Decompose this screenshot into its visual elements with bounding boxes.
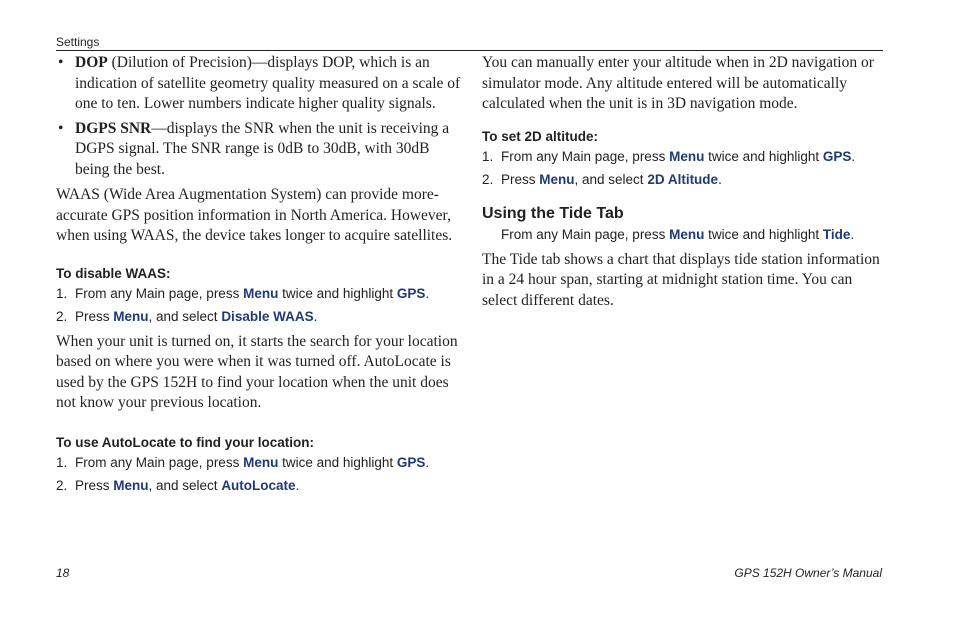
step-text: . (425, 454, 430, 470)
step-number: 1. (56, 285, 68, 301)
disable-waas-steps (56, 282, 466, 328)
waas-paragraph: WAAS (Wide Area Augmentation System) can provide more-accurate GPS position information in North America. However, when using WAAS, the device takes longer to acquire satellites. (56, 186, 453, 244)
right-column (482, 53, 882, 311)
bullet-mark: • (58, 54, 64, 71)
step (56, 474, 466, 497)
step-text: . (313, 308, 318, 324)
bullet-dop (56, 53, 466, 115)
step-text: From any Main page, press (501, 226, 670, 242)
menu-key: Menu (539, 171, 575, 187)
menu-key: Menu (113, 308, 149, 324)
bullet-text: (Dilution of Precision)—displays DOP, which is an indication of satellite geometry quality measured on a scale of one to ten. Lower numbers indicate higher quality signals. (75, 54, 461, 112)
menu-key: Menu (669, 148, 705, 164)
autolocate-heading: To use AutoLocate to find your location: (56, 434, 314, 450)
step (56, 451, 466, 474)
step-number: 1. (482, 148, 494, 164)
set-altitude-heading: To set 2D altitude: (482, 128, 599, 144)
step-text: Press (75, 477, 114, 493)
bullet-term: DOP (75, 54, 108, 71)
step-text: twice and highlight (704, 226, 823, 242)
bullet-text: —displays the SNR when the unit is receiving a DGPS signal. The SNR range is 0dB to 30dB, with 30dB being the best. (75, 119, 450, 178)
autolocate-steps (56, 451, 466, 497)
step-text: From any Main page, press (75, 285, 244, 301)
menu-key: Menu (113, 477, 149, 493)
bullet-mark: • (58, 119, 64, 137)
tide-paragraph: The Tide tab shows a chart that displays tide station information in a 24 hour span, starting at midnight station time. You can select different dates. (482, 250, 880, 309)
step (482, 145, 882, 168)
autolocate-option: AutoLocate (221, 477, 296, 493)
step-text: . (851, 148, 856, 164)
step-text: twice and highlight (278, 454, 397, 470)
left-column (56, 53, 466, 497)
gps-option: GPS (822, 148, 852, 164)
step-text: twice and highlight (278, 285, 397, 301)
step-text: Press (501, 171, 540, 187)
disable-waas-option: Disable WAAS (221, 308, 314, 324)
step-text: From any Main page, press (501, 148, 670, 164)
step-text: twice and highlight (704, 148, 823, 164)
step-text: , and select (148, 477, 222, 493)
step-text: . (425, 285, 430, 301)
step-text: , and select (574, 171, 648, 187)
bullet-term: DGPS SNR (75, 119, 152, 137)
step-number: 2. (482, 171, 494, 187)
menu-key: Menu (243, 454, 279, 470)
disable-waas-heading: To disable WAAS: (56, 265, 171, 281)
step (56, 282, 466, 305)
step-number: 1. (56, 454, 68, 470)
tide-option: Tide (822, 226, 851, 242)
gps-option: GPS (396, 285, 426, 301)
step-number: 2. (56, 308, 68, 324)
autolocate-paragraph: When your unit is turned on, it starts the search for your location based on where you were when it was turned off. AutoLocate is used by the GPS 152H to find your location when the unit does not know your previous location. (56, 332, 458, 411)
tide-heading: Using the Tide Tab (482, 204, 624, 222)
step-text: From any Main page, press (75, 454, 244, 470)
step (56, 305, 466, 328)
2d-altitude-option: 2D Altitude (647, 171, 719, 187)
tide-instruction (482, 224, 882, 246)
step-text: . (718, 171, 722, 187)
manual-title: GPS 152H Owner’s Manual (734, 566, 882, 580)
menu-key: Menu (243, 285, 279, 301)
page-number: 18 (56, 566, 70, 580)
step (482, 168, 882, 191)
step-text: . (850, 226, 855, 242)
header-rule (56, 50, 883, 51)
section-label: Settings (56, 35, 100, 49)
step-text: , and select (148, 308, 222, 324)
gps-option: GPS (396, 454, 426, 470)
step-text: . (295, 477, 300, 493)
step-number: 2. (56, 477, 68, 493)
altitude-paragraph: You can manually enter your altitude when in 2D navigation or simulator mode. Any altitude entered will be automatically calculated when the unit is in 3D navigation mode. (482, 54, 874, 112)
menu-key: Menu (669, 226, 705, 242)
step-text: Press (75, 308, 114, 324)
set-altitude-steps (482, 145, 882, 191)
bullet-dgps-snr (56, 119, 466, 181)
